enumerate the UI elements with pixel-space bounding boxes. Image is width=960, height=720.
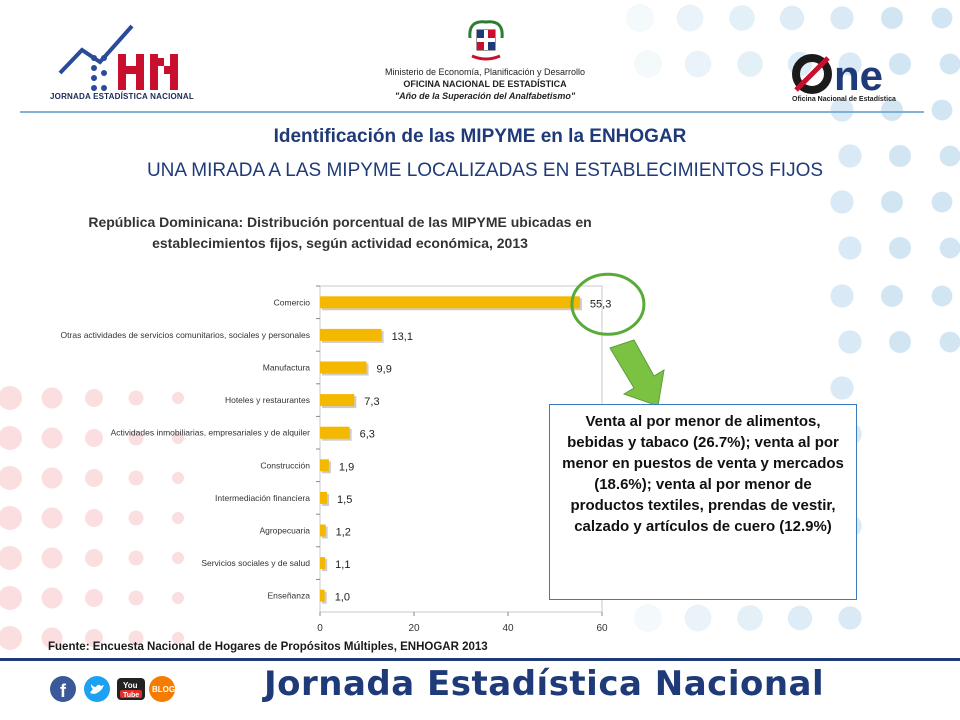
- x-tick-label: 40: [502, 623, 514, 634]
- value-label: 1,5: [337, 493, 353, 506]
- value-label: 7,3: [364, 396, 380, 409]
- chart-title: República Dominicana: Distribución porcentual de las MIPYME ubicadas en establecimientos fijos, según actividad económica, 2013: [88, 214, 592, 251]
- source-note: Fuente: Encuesta Nacional de Hogares de Propósitos Múltiples, ENHOGAR 2013: [48, 641, 488, 653]
- blog-icon-label: BLOG: [152, 685, 175, 694]
- category-label: Otras actividades de servicios comunitarios, sociales y personales: [60, 329, 310, 340]
- value-label: 9,9: [376, 363, 392, 376]
- twitter-icon[interactable]: [84, 676, 110, 702]
- facebook-icon[interactable]: [50, 676, 76, 702]
- footer-divider: [0, 658, 960, 661]
- category-label: Hoteles y restaurantes: [224, 395, 310, 406]
- ministry-line-3: "Año de la Superación del Analfabetismo": [394, 91, 576, 101]
- header-divider: [20, 111, 924, 113]
- youtube-icon-label-bottom: Tube: [123, 692, 140, 699]
- category-label: Construcción: [260, 460, 310, 471]
- category-label: Actividades inmobiliarias, empresariales y de alquiler: [110, 427, 310, 438]
- one-logo-subtitle: Oficina Nacional de Estadística: [792, 96, 896, 103]
- value-label: 13,1: [391, 330, 413, 343]
- value-label: 1,9: [338, 461, 355, 474]
- category-label: Servicios sociales y de salud: [201, 558, 310, 569]
- value-label: 1,1: [335, 559, 351, 572]
- category-label: Comercio: [273, 297, 310, 308]
- jornada-logo-text: JORNADA ESTADÍSTICA NACIONAL: [50, 92, 194, 101]
- value-label: 1,0: [334, 591, 350, 604]
- footer-title: Jornada Estadística Nacional: [264, 664, 825, 704]
- coat-of-arms-icon: [464, 16, 508, 62]
- category-label: Enseñanza: [267, 590, 310, 601]
- arrow-down-icon: [604, 338, 666, 410]
- category-label: Agropecuaria: [259, 525, 310, 536]
- youtube-icon-label-top: You: [123, 681, 138, 690]
- value-label: 55,3: [589, 298, 612, 311]
- one-logo-text: ne: [834, 52, 884, 99]
- ministry-text: [360, 66, 610, 102]
- x-tick-label: 60: [596, 623, 608, 634]
- category-label: Manufactura: [262, 362, 310, 373]
- x-tick-label: 20: [408, 623, 420, 634]
- page-title: Identificación de las MIPYME en la ENHOGAR: [273, 126, 687, 147]
- page-subtitle: UNA MIRADA A LAS MIPYME LOCALIZADAS EN ESTABLECIMIENTOS FIJOS: [146, 160, 824, 181]
- callout-box: Venta al por menor de alimentos, bebidas y tabaco (26.7%); venta al por menor en puestos de venta y mercados (18.6%); venta al por menor de productos textiles, prendas de vestir, calzado y artículos de cuero (12.9%): [549, 404, 857, 600]
- x-tick-label: 0: [317, 623, 323, 634]
- ministry-line-2: OFICINA NACIONAL DE ESTADÍSTICA: [403, 79, 567, 89]
- category-label: Intermediación financiera: [215, 492, 310, 503]
- value-label: 1,2: [335, 526, 351, 539]
- youtube-icon[interactable]: [117, 676, 145, 702]
- ministry-line-1: Ministerio de Economía, Planificación y Desarrollo: [384, 67, 586, 77]
- value-label: 6,3: [359, 428, 375, 441]
- svg-text:f: f: [60, 681, 66, 701]
- blog-icon[interactable]: [149, 676, 175, 702]
